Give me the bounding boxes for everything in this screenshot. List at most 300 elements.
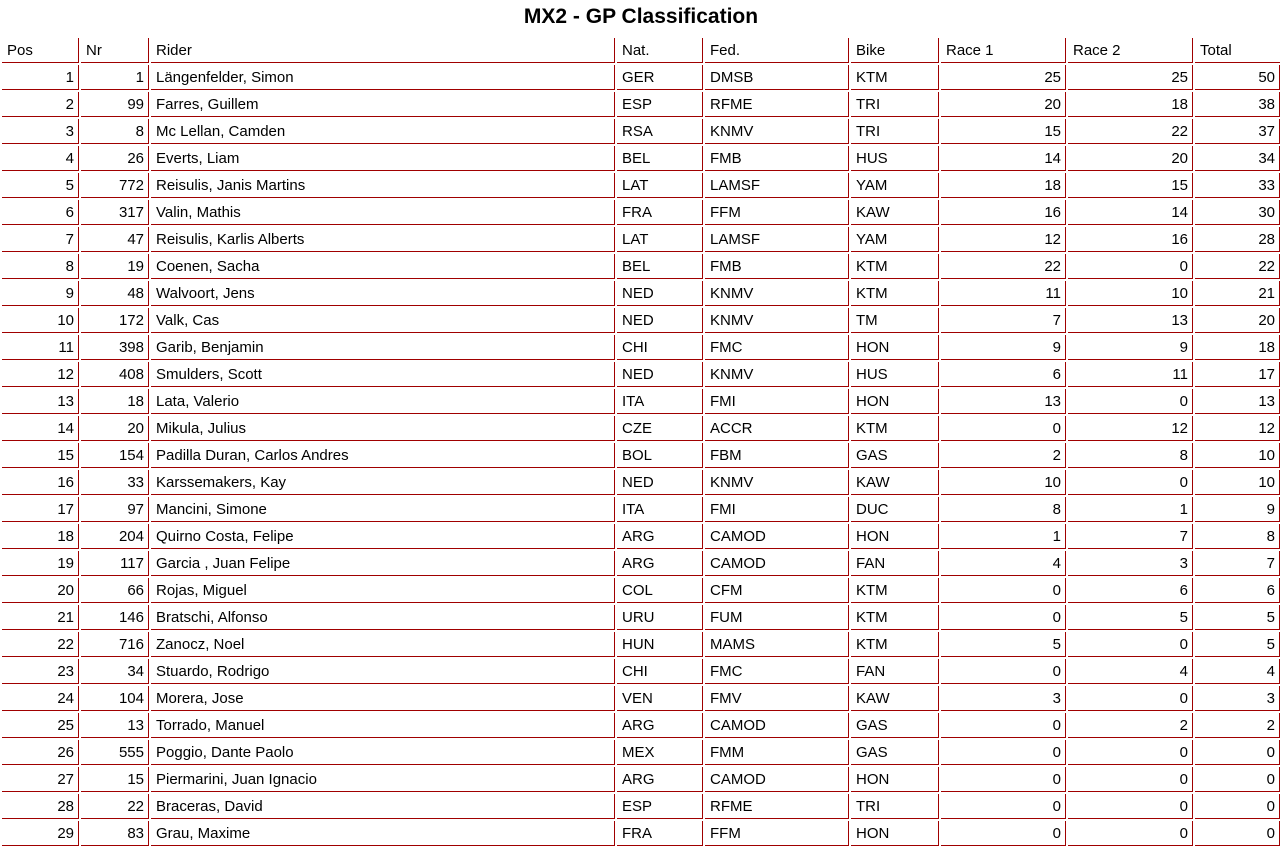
cell-bike: KTM bbox=[851, 254, 939, 279]
cell-fed: MAMS bbox=[705, 632, 849, 657]
cell-total: 20 bbox=[1195, 308, 1280, 333]
cell-race2: 10 bbox=[1068, 281, 1193, 306]
cell-nat: CHI bbox=[617, 659, 703, 684]
cell-pos: 23 bbox=[2, 659, 79, 684]
cell-race1: 6 bbox=[941, 362, 1066, 387]
cell-race2: 25 bbox=[1068, 65, 1193, 90]
cell-nat: ESP bbox=[617, 794, 703, 819]
cell-pos: 2 bbox=[2, 92, 79, 117]
cell-pos: 20 bbox=[2, 578, 79, 603]
cell-total: 8 bbox=[1195, 524, 1280, 549]
cell-race1: 7 bbox=[941, 308, 1066, 333]
cell-total: 0 bbox=[1195, 740, 1280, 765]
cell-rider: Quirno Costa, Felipe bbox=[151, 524, 615, 549]
cell-total: 37 bbox=[1195, 119, 1280, 144]
cell-nat: LAT bbox=[617, 173, 703, 198]
table-row bbox=[2, 146, 1280, 171]
cell-fed: FMV bbox=[705, 686, 849, 711]
cell-fed: LAMSF bbox=[705, 173, 849, 198]
cell-rider: Bratschi, Alfonso bbox=[151, 605, 615, 630]
cell-bike: TRI bbox=[851, 92, 939, 117]
cell-total: 18 bbox=[1195, 335, 1280, 360]
cell-nr: 154 bbox=[81, 443, 149, 468]
cell-race2: 15 bbox=[1068, 173, 1193, 198]
cell-race2: 3 bbox=[1068, 551, 1193, 576]
cell-total: 10 bbox=[1195, 470, 1280, 495]
cell-total: 17 bbox=[1195, 362, 1280, 387]
cell-race2: 18 bbox=[1068, 92, 1193, 117]
cell-race2: 5 bbox=[1068, 605, 1193, 630]
cell-bike: KTM bbox=[851, 605, 939, 630]
cell-fed: FFM bbox=[705, 821, 849, 846]
cell-pos: 11 bbox=[2, 335, 79, 360]
cell-nr: 20 bbox=[81, 416, 149, 441]
cell-rider: Stuardo, Rodrigo bbox=[151, 659, 615, 684]
cell-nr: 1 bbox=[81, 65, 149, 90]
cell-race2: 2 bbox=[1068, 713, 1193, 738]
cell-rider: Längenfelder, Simon bbox=[151, 65, 615, 90]
cell-fed: FMI bbox=[705, 389, 849, 414]
cell-pos: 16 bbox=[2, 470, 79, 495]
cell-bike: TRI bbox=[851, 119, 939, 144]
cell-race1: 14 bbox=[941, 146, 1066, 171]
table-row bbox=[2, 605, 1280, 630]
cell-race1: 0 bbox=[941, 821, 1066, 846]
cell-pos: 10 bbox=[2, 308, 79, 333]
table-row bbox=[2, 659, 1280, 684]
cell-pos: 8 bbox=[2, 254, 79, 279]
cell-bike: FAN bbox=[851, 659, 939, 684]
cell-fed: KNMV bbox=[705, 119, 849, 144]
cell-nat: URU bbox=[617, 605, 703, 630]
cell-nr: 408 bbox=[81, 362, 149, 387]
table-row bbox=[2, 686, 1280, 711]
cell-fed: CAMOD bbox=[705, 551, 849, 576]
cell-total: 9 bbox=[1195, 497, 1280, 522]
cell-nat: ARG bbox=[617, 551, 703, 576]
cell-nr: 34 bbox=[81, 659, 149, 684]
cell-race1: 0 bbox=[941, 416, 1066, 441]
cell-pos: 22 bbox=[2, 632, 79, 657]
cell-race1: 0 bbox=[941, 659, 1066, 684]
cell-race2: 9 bbox=[1068, 335, 1193, 360]
cell-rider: Valk, Cas bbox=[151, 308, 615, 333]
table-row bbox=[2, 65, 1280, 90]
cell-rider: Padilla Duran, Carlos Andres bbox=[151, 443, 615, 468]
table-row bbox=[2, 92, 1280, 117]
cell-total: 6 bbox=[1195, 578, 1280, 603]
cell-total: 50 bbox=[1195, 65, 1280, 90]
cell-race1: 4 bbox=[941, 551, 1066, 576]
cell-fed: FMB bbox=[705, 146, 849, 171]
cell-fed: CAMOD bbox=[705, 524, 849, 549]
cell-race2: 16 bbox=[1068, 227, 1193, 252]
table-row bbox=[2, 335, 1280, 360]
cell-total: 10 bbox=[1195, 443, 1280, 468]
cell-nr: 15 bbox=[81, 767, 149, 792]
column-header-total: Total bbox=[1195, 38, 1280, 63]
cell-fed: KNMV bbox=[705, 281, 849, 306]
table-row bbox=[2, 389, 1280, 414]
cell-fed: FMM bbox=[705, 740, 849, 765]
cell-rider: Garcia , Juan Felipe bbox=[151, 551, 615, 576]
cell-total: 3 bbox=[1195, 686, 1280, 711]
cell-race2: 6 bbox=[1068, 578, 1193, 603]
cell-nat: ARG bbox=[617, 524, 703, 549]
cell-bike: KTM bbox=[851, 416, 939, 441]
cell-rider: Farres, Guillem bbox=[151, 92, 615, 117]
cell-nat: ITA bbox=[617, 497, 703, 522]
cell-pos: 9 bbox=[2, 281, 79, 306]
column-header-nat: Nat. bbox=[617, 38, 703, 63]
cell-race1: 0 bbox=[941, 794, 1066, 819]
cell-rider: Piermarini, Juan Ignacio bbox=[151, 767, 615, 792]
cell-total: 12 bbox=[1195, 416, 1280, 441]
cell-total: 5 bbox=[1195, 632, 1280, 657]
cell-race1: 15 bbox=[941, 119, 1066, 144]
cell-total: 0 bbox=[1195, 821, 1280, 846]
header-row bbox=[2, 38, 1280, 63]
cell-race2: 0 bbox=[1068, 470, 1193, 495]
table-row bbox=[2, 740, 1280, 765]
cell-pos: 17 bbox=[2, 497, 79, 522]
cell-rider: Lata, Valerio bbox=[151, 389, 615, 414]
table-row bbox=[2, 767, 1280, 792]
cell-nat: CHI bbox=[617, 335, 703, 360]
cell-total: 5 bbox=[1195, 605, 1280, 630]
cell-bike: KTM bbox=[851, 281, 939, 306]
cell-race1: 3 bbox=[941, 686, 1066, 711]
cell-race2: 13 bbox=[1068, 308, 1193, 333]
cell-pos: 4 bbox=[2, 146, 79, 171]
table-row bbox=[2, 551, 1280, 576]
cell-pos: 27 bbox=[2, 767, 79, 792]
cell-race1: 22 bbox=[941, 254, 1066, 279]
cell-nat: FRA bbox=[617, 821, 703, 846]
cell-nat: ARG bbox=[617, 713, 703, 738]
table-row bbox=[2, 821, 1280, 846]
cell-race2: 0 bbox=[1068, 821, 1193, 846]
cell-fed: FMC bbox=[705, 335, 849, 360]
cell-nr: 26 bbox=[81, 146, 149, 171]
cell-race2: 20 bbox=[1068, 146, 1193, 171]
cell-fed: FMI bbox=[705, 497, 849, 522]
cell-fed: CAMOD bbox=[705, 767, 849, 792]
cell-pos: 19 bbox=[2, 551, 79, 576]
table-row bbox=[2, 254, 1280, 279]
cell-bike: HON bbox=[851, 524, 939, 549]
cell-nat: GER bbox=[617, 65, 703, 90]
cell-bike: KAW bbox=[851, 200, 939, 225]
cell-fed: KNMV bbox=[705, 470, 849, 495]
table-row bbox=[2, 578, 1280, 603]
cell-total: 13 bbox=[1195, 389, 1280, 414]
cell-total: 0 bbox=[1195, 767, 1280, 792]
cell-bike: TRI bbox=[851, 794, 939, 819]
table-header bbox=[2, 38, 1280, 63]
cell-bike: FAN bbox=[851, 551, 939, 576]
cell-nat: ARG bbox=[617, 767, 703, 792]
cell-race2: 22 bbox=[1068, 119, 1193, 144]
cell-race1: 11 bbox=[941, 281, 1066, 306]
cell-nr: 66 bbox=[81, 578, 149, 603]
cell-pos: 21 bbox=[2, 605, 79, 630]
cell-total: 34 bbox=[1195, 146, 1280, 171]
cell-rider: Rojas, Miguel bbox=[151, 578, 615, 603]
cell-race2: 11 bbox=[1068, 362, 1193, 387]
table-row bbox=[2, 281, 1280, 306]
cell-fed: RFME bbox=[705, 794, 849, 819]
column-header-pos: Pos bbox=[2, 38, 79, 63]
cell-total: 21 bbox=[1195, 281, 1280, 306]
cell-nr: 18 bbox=[81, 389, 149, 414]
cell-bike: YAM bbox=[851, 173, 939, 198]
table-row bbox=[2, 713, 1280, 738]
cell-rider: Smulders, Scott bbox=[151, 362, 615, 387]
cell-nr: 117 bbox=[81, 551, 149, 576]
cell-nr: 8 bbox=[81, 119, 149, 144]
cell-nr: 99 bbox=[81, 92, 149, 117]
cell-bike: KAW bbox=[851, 686, 939, 711]
cell-rider: Mikula, Julius bbox=[151, 416, 615, 441]
cell-rider: Grau, Maxime bbox=[151, 821, 615, 846]
cell-rider: Mc Lellan, Camden bbox=[151, 119, 615, 144]
cell-race1: 0 bbox=[941, 605, 1066, 630]
cell-nat: FRA bbox=[617, 200, 703, 225]
cell-rider: Mancini, Simone bbox=[151, 497, 615, 522]
column-header-bike: Bike bbox=[851, 38, 939, 63]
cell-race2: 4 bbox=[1068, 659, 1193, 684]
cell-pos: 5 bbox=[2, 173, 79, 198]
cell-race2: 0 bbox=[1068, 632, 1193, 657]
cell-pos: 28 bbox=[2, 794, 79, 819]
cell-total: 30 bbox=[1195, 200, 1280, 225]
table-row bbox=[2, 362, 1280, 387]
cell-bike: GAS bbox=[851, 443, 939, 468]
cell-nat: ESP bbox=[617, 92, 703, 117]
cell-fed: FFM bbox=[705, 200, 849, 225]
cell-rider: Walvoort, Jens bbox=[151, 281, 615, 306]
cell-nat: ITA bbox=[617, 389, 703, 414]
cell-race1: 16 bbox=[941, 200, 1066, 225]
cell-race2: 7 bbox=[1068, 524, 1193, 549]
cell-rider: Poggio, Dante Paolo bbox=[151, 740, 615, 765]
cell-race1: 1 bbox=[941, 524, 1066, 549]
cell-race1: 9 bbox=[941, 335, 1066, 360]
cell-rider: Reisulis, Janis Martins bbox=[151, 173, 615, 198]
cell-bike: HON bbox=[851, 821, 939, 846]
classification-table bbox=[0, 36, 1282, 848]
cell-bike: KTM bbox=[851, 578, 939, 603]
cell-nat: VEN bbox=[617, 686, 703, 711]
cell-bike: HON bbox=[851, 767, 939, 792]
cell-fed: FUM bbox=[705, 605, 849, 630]
cell-race1: 13 bbox=[941, 389, 1066, 414]
cell-race1: 2 bbox=[941, 443, 1066, 468]
cell-nr: 317 bbox=[81, 200, 149, 225]
cell-race1: 18 bbox=[941, 173, 1066, 198]
cell-race1: 25 bbox=[941, 65, 1066, 90]
cell-nat: MEX bbox=[617, 740, 703, 765]
cell-bike: GAS bbox=[851, 740, 939, 765]
cell-pos: 13 bbox=[2, 389, 79, 414]
cell-nat: LAT bbox=[617, 227, 703, 252]
table-row bbox=[2, 119, 1280, 144]
cell-total: 38 bbox=[1195, 92, 1280, 117]
cell-fed: FMC bbox=[705, 659, 849, 684]
cell-fed: DMSB bbox=[705, 65, 849, 90]
cell-nr: 19 bbox=[81, 254, 149, 279]
cell-total: 22 bbox=[1195, 254, 1280, 279]
table-row bbox=[2, 497, 1280, 522]
cell-bike: HUS bbox=[851, 146, 939, 171]
cell-nr: 398 bbox=[81, 335, 149, 360]
cell-rider: Coenen, Sacha bbox=[151, 254, 615, 279]
cell-nr: 555 bbox=[81, 740, 149, 765]
cell-nat: HUN bbox=[617, 632, 703, 657]
cell-nr: 772 bbox=[81, 173, 149, 198]
cell-bike: DUC bbox=[851, 497, 939, 522]
cell-nr: 22 bbox=[81, 794, 149, 819]
cell-rider: Valin, Mathis bbox=[151, 200, 615, 225]
cell-total: 0 bbox=[1195, 794, 1280, 819]
cell-race1: 0 bbox=[941, 767, 1066, 792]
cell-nat: NED bbox=[617, 281, 703, 306]
cell-nat: BEL bbox=[617, 146, 703, 171]
table-row bbox=[2, 524, 1280, 549]
cell-race1: 0 bbox=[941, 713, 1066, 738]
cell-race1: 0 bbox=[941, 740, 1066, 765]
cell-bike: YAM bbox=[851, 227, 939, 252]
table-row bbox=[2, 308, 1280, 333]
table-row bbox=[2, 470, 1280, 495]
cell-fed: ACCR bbox=[705, 416, 849, 441]
cell-pos: 15 bbox=[2, 443, 79, 468]
cell-nat: CZE bbox=[617, 416, 703, 441]
cell-race2: 0 bbox=[1068, 740, 1193, 765]
cell-fed: FMB bbox=[705, 254, 849, 279]
cell-rider: Everts, Liam bbox=[151, 146, 615, 171]
cell-total: 4 bbox=[1195, 659, 1280, 684]
table-row bbox=[2, 416, 1280, 441]
cell-fed: FBM bbox=[705, 443, 849, 468]
cell-pos: 29 bbox=[2, 821, 79, 846]
table-row bbox=[2, 173, 1280, 198]
cell-nat: BEL bbox=[617, 254, 703, 279]
column-header-fed: Fed. bbox=[705, 38, 849, 63]
table-body bbox=[2, 65, 1280, 846]
cell-race2: 0 bbox=[1068, 389, 1193, 414]
cell-total: 28 bbox=[1195, 227, 1280, 252]
cell-bike: KTM bbox=[851, 632, 939, 657]
cell-pos: 14 bbox=[2, 416, 79, 441]
cell-pos: 25 bbox=[2, 713, 79, 738]
cell-fed: LAMSF bbox=[705, 227, 849, 252]
cell-race2: 14 bbox=[1068, 200, 1193, 225]
cell-race1: 5 bbox=[941, 632, 1066, 657]
cell-pos: 3 bbox=[2, 119, 79, 144]
cell-pos: 18 bbox=[2, 524, 79, 549]
table-row bbox=[2, 794, 1280, 819]
cell-race2: 0 bbox=[1068, 767, 1193, 792]
cell-nr: 104 bbox=[81, 686, 149, 711]
cell-pos: 1 bbox=[2, 65, 79, 90]
table-row bbox=[2, 443, 1280, 468]
cell-nr: 204 bbox=[81, 524, 149, 549]
cell-race2: 12 bbox=[1068, 416, 1193, 441]
cell-race1: 10 bbox=[941, 470, 1066, 495]
cell-nr: 47 bbox=[81, 227, 149, 252]
cell-fed: CAMOD bbox=[705, 713, 849, 738]
cell-race1: 20 bbox=[941, 92, 1066, 117]
cell-rider: Reisulis, Karlis Alberts bbox=[151, 227, 615, 252]
cell-nr: 97 bbox=[81, 497, 149, 522]
cell-pos: 6 bbox=[2, 200, 79, 225]
cell-rider: Braceras, David bbox=[151, 794, 615, 819]
cell-nr: 33 bbox=[81, 470, 149, 495]
cell-total: 7 bbox=[1195, 551, 1280, 576]
cell-bike: HON bbox=[851, 389, 939, 414]
cell-nr: 48 bbox=[81, 281, 149, 306]
cell-rider: Zanocz, Noel bbox=[151, 632, 615, 657]
cell-nr: 83 bbox=[81, 821, 149, 846]
cell-pos: 7 bbox=[2, 227, 79, 252]
cell-rider: Garib, Benjamin bbox=[151, 335, 615, 360]
cell-nat: RSA bbox=[617, 119, 703, 144]
cell-race2: 0 bbox=[1068, 794, 1193, 819]
column-header-race1: Race 1 bbox=[941, 38, 1066, 63]
cell-nat: NED bbox=[617, 470, 703, 495]
cell-fed: KNMV bbox=[705, 308, 849, 333]
cell-fed: KNMV bbox=[705, 362, 849, 387]
cell-bike: KAW bbox=[851, 470, 939, 495]
cell-fed: RFME bbox=[705, 92, 849, 117]
column-header-rider: Rider bbox=[151, 38, 615, 63]
cell-nr: 716 bbox=[81, 632, 149, 657]
cell-total: 33 bbox=[1195, 173, 1280, 198]
cell-bike: KTM bbox=[851, 65, 939, 90]
cell-fed: CFM bbox=[705, 578, 849, 603]
cell-pos: 12 bbox=[2, 362, 79, 387]
cell-bike: GAS bbox=[851, 713, 939, 738]
cell-nat: BOL bbox=[617, 443, 703, 468]
column-header-race2: Race 2 bbox=[1068, 38, 1193, 63]
cell-nr: 172 bbox=[81, 308, 149, 333]
cell-race2: 1 bbox=[1068, 497, 1193, 522]
cell-bike: HUS bbox=[851, 362, 939, 387]
cell-race1: 12 bbox=[941, 227, 1066, 252]
cell-rider: Karssemakers, Kay bbox=[151, 470, 615, 495]
page-title: MX2 - GP Classification bbox=[523, 5, 759, 28]
cell-race2: 0 bbox=[1068, 686, 1193, 711]
cell-total: 2 bbox=[1195, 713, 1280, 738]
cell-rider: Torrado, Manuel bbox=[151, 713, 615, 738]
cell-race1: 8 bbox=[941, 497, 1066, 522]
table-row bbox=[2, 227, 1280, 252]
cell-nat: COL bbox=[617, 578, 703, 603]
cell-nr: 13 bbox=[81, 713, 149, 738]
cell-bike: TM bbox=[851, 308, 939, 333]
cell-race1: 0 bbox=[941, 578, 1066, 603]
cell-race2: 8 bbox=[1068, 443, 1193, 468]
cell-bike: HON bbox=[851, 335, 939, 360]
cell-nr: 146 bbox=[81, 605, 149, 630]
cell-race2: 0 bbox=[1068, 254, 1193, 279]
cell-nat: NED bbox=[617, 308, 703, 333]
cell-pos: 26 bbox=[2, 740, 79, 765]
cell-rider: Morera, Jose bbox=[151, 686, 615, 711]
table-row bbox=[2, 200, 1280, 225]
